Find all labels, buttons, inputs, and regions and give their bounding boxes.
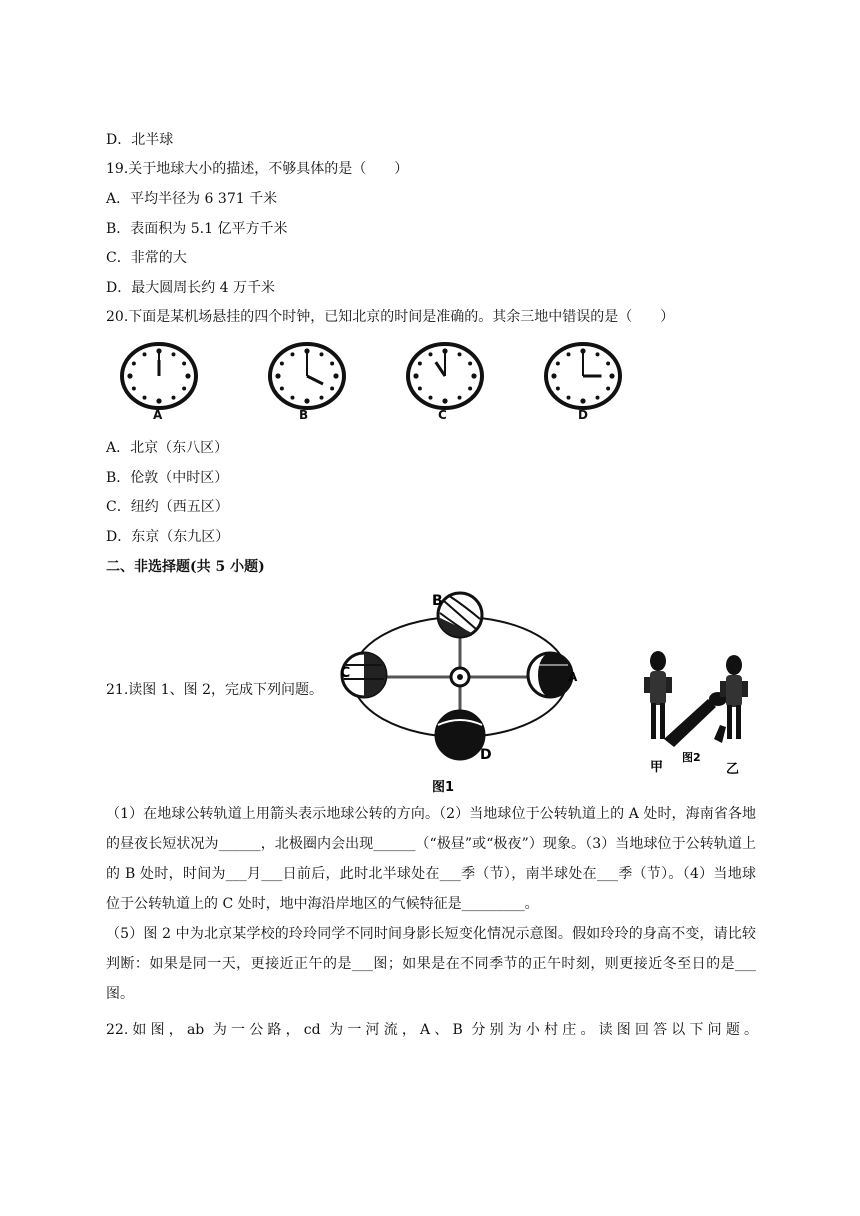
clock-tick [556, 362, 560, 366]
clock-tick [442, 398, 447, 403]
clock-tick [132, 387, 136, 391]
girl-yi-label: 乙 [726, 762, 740, 777]
clock-tick [580, 348, 585, 353]
clock-tick [320, 396, 324, 400]
q22-stem: 22.如图，ab 为一公路，cd 为一河流，A、B 分别为小村庄。读图回答以下问题。 [106, 1022, 758, 1038]
orbit-figure [336, 585, 592, 795]
clock-tick [471, 373, 476, 378]
clock-tick [413, 373, 418, 378]
clock-tick [280, 362, 284, 366]
clock-tick [291, 352, 295, 356]
clock-tick [609, 373, 614, 378]
clock-tick [556, 387, 560, 391]
clock-tick [275, 373, 280, 378]
clock-tick [185, 373, 190, 378]
q19-option-b: B．表面积为 5.1 亿平方千米 [106, 221, 288, 237]
shadow-short-icon [714, 725, 726, 743]
q20-option-a: A．北京（东八区） [106, 440, 229, 456]
clock-tick [143, 396, 147, 400]
clock-tick [172, 396, 176, 400]
clock-tick [458, 396, 462, 400]
clock-tick [156, 398, 161, 403]
q18-option-d: D．北半球 [106, 132, 174, 148]
clock-tick [291, 396, 295, 400]
clock-tick [442, 348, 447, 353]
q20-option-c: C．纽约（西五区） [106, 499, 229, 515]
girl-jia-icon [644, 651, 672, 739]
orbit-label-a: A [568, 670, 578, 684]
clock-tick [330, 362, 334, 366]
clock-tick [304, 348, 309, 353]
q19-option-a: A．平均半径为 6 371 千米 [106, 191, 278, 207]
clock-tick [429, 352, 433, 356]
clock-tick [182, 362, 186, 366]
clock-tick [429, 396, 433, 400]
clock-tick [567, 396, 571, 400]
clock-tick [468, 362, 472, 366]
figure-2-caption: 图2 [682, 751, 701, 764]
q21-stem: 21.读图 1、图 2，完成下列问题。 [106, 682, 323, 698]
q20-option-b: B．伦敦（中时区） [106, 470, 229, 486]
q20-option-d: D．东京（东九区） [106, 529, 230, 545]
clock-tick [567, 352, 571, 356]
clock-tick [330, 387, 334, 391]
clock-tick [127, 373, 132, 378]
clock-tick [172, 352, 176, 356]
clock-tick [304, 398, 309, 403]
clock-c-label: C [438, 408, 447, 422]
clock-tick [551, 373, 556, 378]
q21-paragraph-1: （1）在地球公转轨道上用箭头表示地球公转的方向。（2）当地球位于公转轨道上的 A 处时，海南省各地的昼夜长短状况为______，北极圈内会出现______（“极昼”或“极夜”）现象。（3）当地球位于公转轨道上的 B 处时，时间为___月___日前后，此时北半球处在___季（节），南半球处在___季（节）。（4）当地球位于公转轨道上的 C 处时，地中海沿岸地区的气候特征是_________。 [106, 806, 756, 912]
orbit-label-b: B [432, 593, 443, 609]
clock-tick [156, 348, 161, 353]
clock-b-label: B [299, 408, 309, 422]
clock-tick [333, 373, 338, 378]
clock-tick [468, 387, 472, 391]
shadow-figure [630, 643, 760, 781]
q19-stem: 19.关于地球大小的描述，不够具体的是（ ） [106, 161, 409, 177]
q19-option-d: D．最大圆周长约 4 万千米 [106, 280, 276, 296]
clock-tick [596, 396, 600, 400]
clock-tick [132, 362, 136, 366]
clock-d-label: D [578, 408, 588, 422]
section-heading: 二、非选择题(共 5 小题) [106, 559, 265, 575]
girl-jia-label: 甲 [650, 760, 664, 775]
q20-stem: 20.下面是某机场悬挂的四个时钟，已知北京的时间是准确的。其余三地中错误的是（ ） [106, 309, 675, 325]
earth-b-icon [438, 593, 482, 637]
clock-tick [143, 352, 147, 356]
clock-tick [418, 362, 422, 366]
clock-tick [596, 352, 600, 356]
clock-tick [606, 362, 610, 366]
clock-tick [580, 398, 585, 403]
clock-tick [182, 387, 186, 391]
clock-tick [606, 387, 610, 391]
clock-tick [280, 387, 284, 391]
clock-tick [458, 352, 462, 356]
clock-tick [320, 352, 324, 356]
q21-paragraph-2: （5）图 2 中为北京某学校的玲玲同学不同时间身影长短变化情况示意图。假如玲玲的身高不变，请比较判断：如果是同一天，更接近正午的是___图；如果是在不同季节的正午时刻，则更接近冬至日的是___图。 [106, 926, 756, 1002]
figure-1-caption: 图1 [432, 780, 455, 795]
earth-a-icon [528, 653, 572, 697]
orbit-label-d: D [480, 747, 492, 763]
orbit-label-c: C [340, 665, 351, 681]
earth-d-icon [436, 711, 484, 759]
clock-a-label: A [153, 408, 163, 422]
q19-option-c: C．非常的大 [106, 250, 187, 266]
clock-tick [418, 387, 422, 391]
